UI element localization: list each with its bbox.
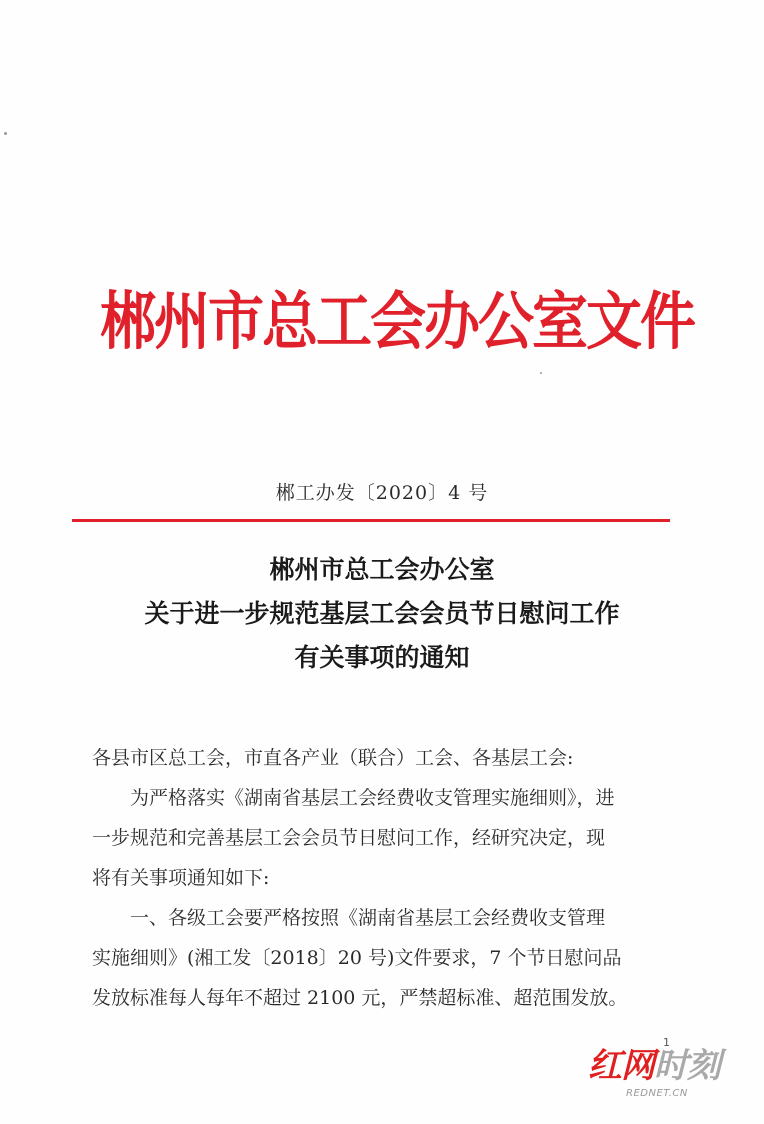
document-body — [92, 738, 682, 1018]
watermark-red-text: 红网 — [588, 1046, 654, 1086]
title-line-3: 有关事项的通知 — [294, 643, 470, 672]
rednet-watermark-logo — [588, 1044, 748, 1104]
paragraph-line: 为严格落实《湖南省基层工会经费收支管理实施细则》，进 — [130, 787, 615, 809]
page-number: 1 — [663, 1036, 670, 1049]
watermark-brand — [588, 1044, 720, 1088]
watermark-gray-text: 时刻 — [654, 1046, 720, 1086]
title-line-2: 关于进一步规范基层工会会员节日慰问工作 — [144, 599, 620, 628]
scan-speck — [4, 132, 7, 135]
document-number: 郴工办发〔2020〕4 号 — [275, 482, 489, 504]
scan-speck — [540, 372, 542, 374]
paragraph-line: 一步规范和完善基层工会会员节日慰问工作，经研究决定，现 — [92, 827, 606, 849]
red-divider-rule — [72, 519, 670, 522]
paragraph-1 — [92, 778, 682, 898]
paragraph-2 — [92, 898, 682, 1018]
document-title — [0, 548, 764, 680]
watermark-subtext: REDNET.CN — [626, 1088, 688, 1099]
paragraph-line: 一、各级工会要严格按照《湖南省基层工会经费收支管理 — [130, 907, 606, 929]
salutation: 各县市区总工会，市直各产业（联合）工会、各基层工会: — [92, 747, 574, 769]
paragraph-line: 发放标准每人每年不超过 2100 元，严禁超标准、超范围发放。 — [92, 987, 628, 1009]
paragraph-line: 将有关事项通知如下: — [92, 867, 270, 889]
paragraph-line: 实施细则》(湘工发〔2018〕20 号)文件要求，7 个节日慰问品 — [92, 947, 622, 969]
issuer-header-title: 郴州市总工会办公室文件 — [100, 285, 694, 359]
title-line-1: 郴州市总工会办公室 — [269, 555, 495, 584]
